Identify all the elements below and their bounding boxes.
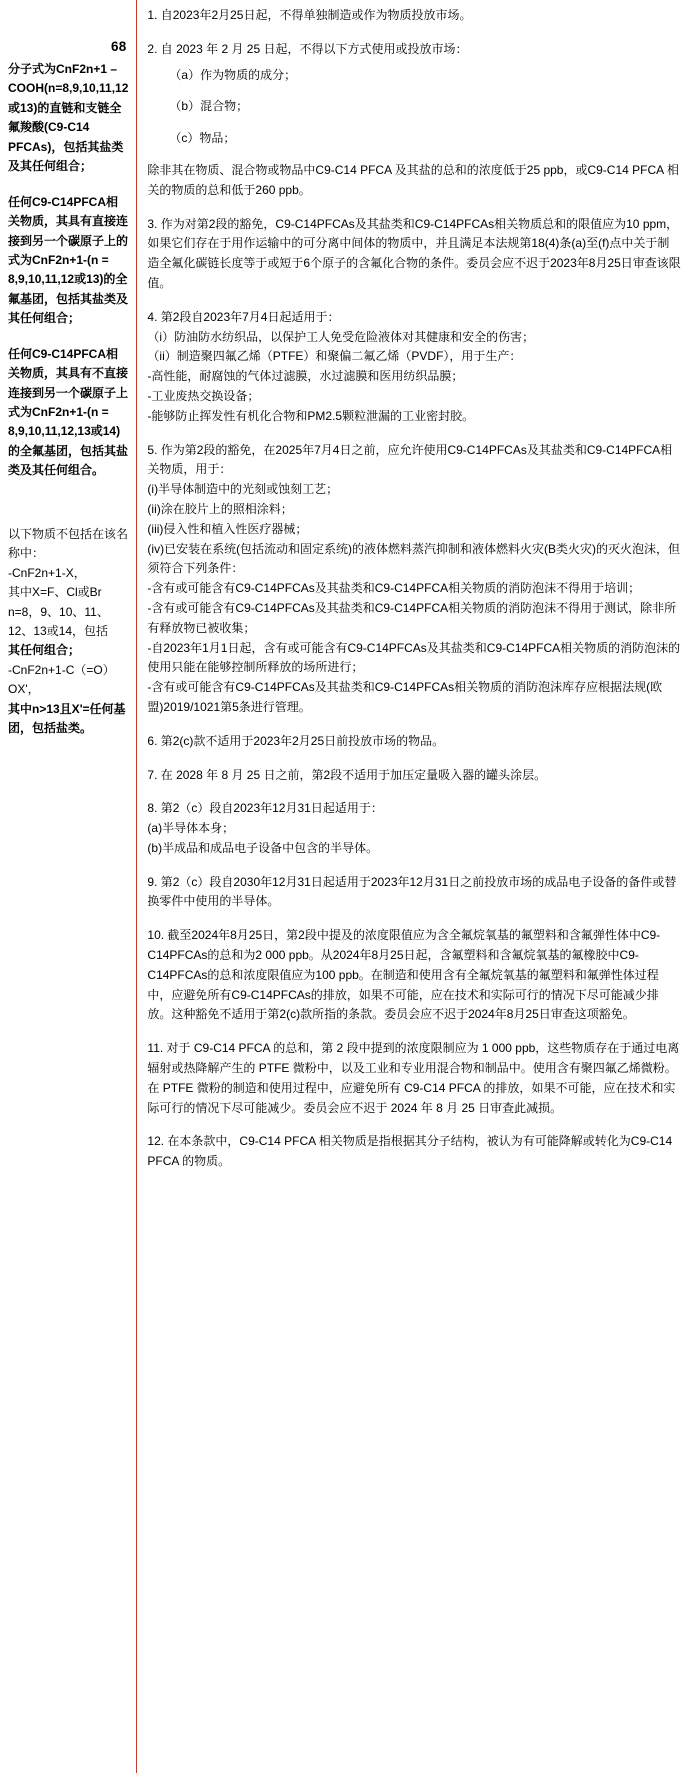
clause-8-line: (a)半导体本身； — [147, 821, 235, 836]
clause-2-intro: 2. 自 2023 年 2 月 25 日起，不得以下方式使用或投放市场： — [147, 41, 468, 56]
clause-6: 6. 第2(c)款不适用于2023年2月25日前投放市场的物品。 — [147, 733, 445, 748]
clause-7: 7. 在 2028 年 8 月 25 日之前，第2段不适用于加压定量吸入器的罐头涂层。 — [147, 767, 547, 782]
clause-9: 9. 第2（c）段自2030年12月31日起适用于2023年12月31日之前投放市场的成品电子设备的备件或替换零件中使用的半导体。 — [147, 874, 677, 909]
entry-number: 68 — [110, 39, 127, 54]
clause-2-subitem-a: （a）作为物质的成分； — [169, 67, 297, 82]
substance-identity-column — [0, 0, 136, 1773]
clause-5-intro: 5. 作为第2段的豁免，在2025年7月4日之前，应允许使用C9-C14PFCAs及其盐类和C9-C14PFCA相关物质，用于： — [147, 442, 673, 477]
substance-definition-paragraph: 分子式为CnF2n+1 – COOH(n=8,9,10,11,12或13)的直链和支链全氟羧酸(C9-C14 PFCAs)，包括其盐类及其任何组合； — [8, 62, 129, 174]
clause-5-line: -含有或可能含有C9-C14PFCAs及其盐类和C9-C14PFCAs相关物质的消防泡沫库存应根据法规(欧盟)2019/1021第5条进行管理。 — [147, 680, 663, 714]
clause-8-intro: 8. 第2（c）段自2023年12月31日起适用于： — [147, 801, 383, 816]
exclusion-line: 其中n>13且X'=任何基团，包括盐类。 — [8, 701, 126, 736]
clause-4-intro: 4. 第2段自2023年7月4日起适用于： — [147, 309, 340, 324]
clause-2 — [147, 40, 681, 201]
clause-5-line: -含有或可能含有C9-C14PFCAs及其盐类和C9-C14PFCA相关物质的消防泡沫不得用于测试，除非所有释放物已被收集； — [147, 600, 677, 635]
exclusion-list — [8, 525, 128, 739]
clause-3: 3. 作为对第2段的豁免，C9-C14PFCAs及其盐类和C9-C14PFCAs相关物质总和的限值应为10 ppm，如果它们存在于用作运输中的可分离中间体的物质中，并且满足本法规第18(4)条(a)至(f)点中关于制造全氟化碳链长度等于或短于6个原子的含氟化合物的条件。委员会应不迟于2023年8月25日审查该限值。 — [147, 216, 681, 290]
clause-8 — [147, 799, 681, 858]
clause-1: 1. 自2023年2月25日起，不得单独制造或作为物质投放市场。 — [147, 8, 472, 22]
restriction-conditions-column — [137, 0, 691, 1773]
exclusion-line: 其任何组合； — [8, 643, 81, 658]
related-substance-direct-paragraph: 任何C9-C14PFCA相关物质，其具有直接连接到另一个碳原子上的式为CnF2n+1-(n = 8,9,10,11,12或13)的全氟基团，包括其盐类及其任何组合； — [8, 194, 129, 326]
exclusion-line: n=8，9、10、11、12、13或14，包括 — [8, 604, 109, 638]
clause-2-subitem-b: （b）混合物； — [169, 99, 249, 114]
clause-5-line: -自2023年1月1日起，含有或可能含有C9-C14PFCAs及其盐类和C9-C14PFCA相关物质的消防泡沫的使用只能在能够控制所释放的场所进行； — [147, 640, 681, 675]
clause-12: 12. 在本条款中，C9-C14 PFCA 相关物质是指根据其分子结构，被认为有可能降解或转化为C9-C14 PFCA 的物质。 — [147, 1134, 673, 1169]
exclusion-line: 其中X=F、Cl或Br — [8, 585, 102, 600]
spacer — [8, 497, 128, 525]
clause-5-line: (iii)侵入性和植入性医疗器械； — [147, 521, 308, 536]
related-substance-indirect-paragraph: 任何C9-C14PFCA相关物质，其具有不直接连接到另一个碳原子上式为CnF2n+1-(n = 8,9,10,11,12,13或14)的全氟基团，包括其盐类及其任何组合。 — [8, 346, 129, 478]
clause-2-trailer: 除非其在物质、混合物或物品中C9-C14 PFCA 及其盐的总和的浓度低于25 ppb，或C9-C14 PFCA 相关的物质的总和低于260 ppb。 — [147, 162, 679, 197]
exclusion-line: -CnF2n+1-C（=O）OX'， — [8, 662, 115, 697]
clause-10: 10. 截至2024年8月25日，第2段中提及的浓度限值应为含全氟烷氧基的氟塑料和含氟弹性体中C9-C14PFCAs的总和为2 000 ppb。从2024年8月25日起，含氟塑料和含氟烷氧基的氟橡胶中C9-C14PFCAs的总和浓度限值应为100 ppb。在制造和使用含有全氟烷氧基的氟塑料和氟弹性体过程中，应避免所有C9-C14PFCAs的排放，如果不可能，应在技术和实际可行的情况下尽可能减少排放。这种豁免不适用于第2(c)款所指的条款。委员会应不迟于2024年8月25日审查这项豁免。 — [147, 928, 661, 1022]
exclusion-heading: 以下物质不包括在该名称中： — [8, 526, 129, 561]
clause-2-subitem-c: （c）物品； — [169, 131, 236, 146]
exclusion-line: -CnF2n+1-X， — [8, 565, 86, 580]
clause-4-line: （ii）制造聚四氟乙烯（PTFE）和聚偏二氟乙烯（PVDF），用于生产： — [147, 349, 522, 364]
clause-5-line: (ii)涂在胶片上的照相涂料； — [147, 501, 293, 516]
clause-4-line: （i）防油防水纺织品，以保护工人免受危险液体对其健康和安全的伤害； — [147, 329, 535, 344]
clause-8-line: (b)半成品和成品电子设备中包含的半导体。 — [147, 840, 379, 855]
clause-5 — [147, 441, 681, 718]
clause-4-line: -高性能，耐腐蚀的气体过滤膜，水过滤膜和医用纺织品膜； — [147, 369, 464, 384]
clause-5-line: -含有或可能含有C9-C14PFCAs及其盐类和C9-C14PFCA相关物质的消防泡沫不得用于培训； — [147, 581, 641, 596]
clause-5-line: (i)半导体制造中的光刻或蚀刻工艺； — [147, 482, 339, 497]
clause-4 — [147, 308, 681, 427]
clause-5-line: (iv)已安装在系统(包括流动和固定系统)的液体燃料蒸汽抑制和液体燃料火灾(B类火灾)的灭火泡沫，但须符合下列条件： — [147, 541, 681, 576]
clause-4-line: -能够防止挥发性有机化合物和PM2.5颗粒泄漏的工业密封胶。 — [147, 408, 475, 423]
clause-4-line: -工业废热交换设备； — [147, 388, 260, 403]
clause-11: 11. 对于 C9-C14 PFCA 的总和，第 2 段中提到的浓度限制应为 1 000 ppb，这些物质存在于通过电离辐射或热降解产生的 PTFE 微粉中，以及工业和专业用混合物和制品中。使用含有聚四氟乙烯微粉。在 PTFE 微粉的制造和使用过程中，应避免所有 C9-C14 PFCA 的排放，如果不可能，应在技术和实际可行的情况下尽可能减少。委员会应不迟于 2024 年 8 月 25 日审查此减损。 — [147, 1041, 680, 1115]
